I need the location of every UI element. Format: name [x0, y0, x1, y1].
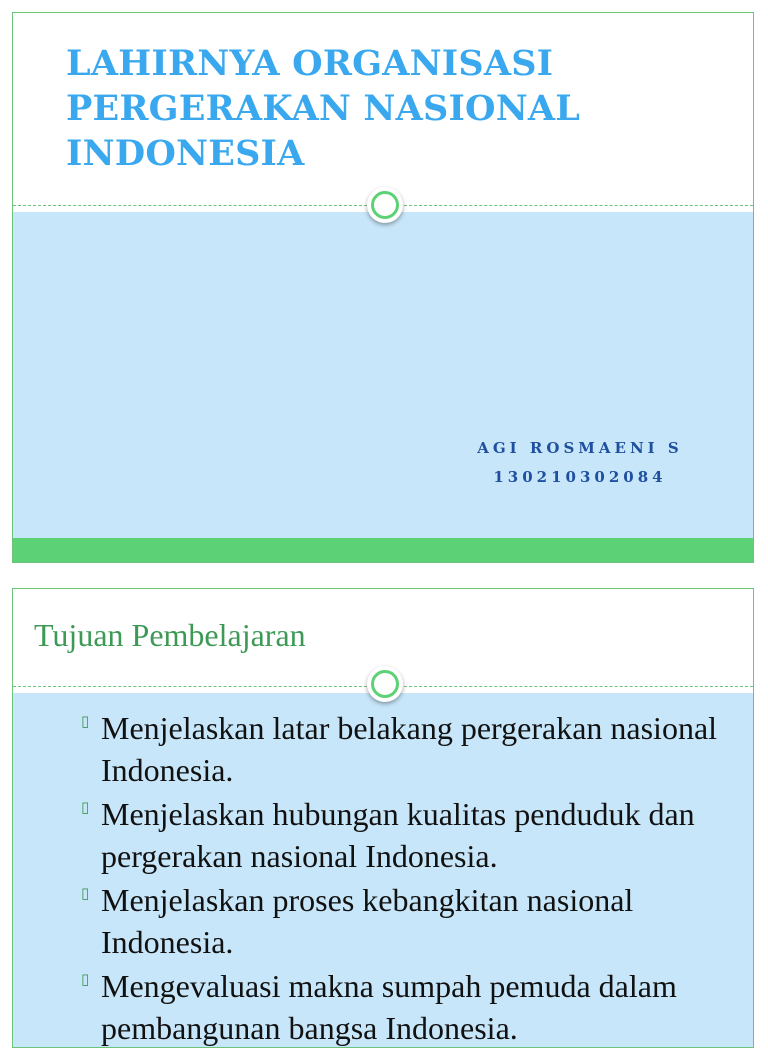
objective-text: Mengevaluasi makna sumpah pemuda dalam pembangunan bangsa Indonesia. [101, 968, 677, 1046]
list-item [77, 793, 737, 877]
title-slide [12, 12, 754, 563]
author-name: AGI ROSMAENI S [477, 439, 683, 457]
bullet-icon: ▯ [81, 798, 90, 816]
objective-text: Menjelaskan hubungan kualitas penduduk dan pergerakan nasional Indonesia. [101, 796, 695, 874]
list-item [77, 707, 737, 791]
footer-bar [13, 538, 753, 563]
ring-ornament-icon [367, 666, 403, 702]
slide-title-area [13, 13, 753, 205]
author-id: 130210302084 [493, 468, 667, 486]
section-title: Tujuan Pembelajaran [34, 617, 306, 653]
list-item [77, 879, 737, 963]
presentation-title: LAHIRNYA ORGANISASI PERGERAKAN NASIONAL INDONESIA [66, 43, 581, 174]
bullet-icon: ▯ [81, 884, 90, 902]
objectives-list [77, 707, 737, 1048]
objective-text: Menjelaskan latar belakang pergerakan nasional Indonesia. [101, 710, 718, 788]
objectives-slide [12, 588, 754, 1048]
ring-ornament-icon [367, 187, 403, 223]
slide-body-area [13, 212, 753, 538]
objective-text: Menjelaskan proses kebangkitan nasional Indonesia. [101, 882, 634, 960]
bullet-icon: ▯ [81, 712, 90, 730]
bullet-icon: ▯ [81, 970, 90, 988]
list-item [77, 965, 737, 1048]
